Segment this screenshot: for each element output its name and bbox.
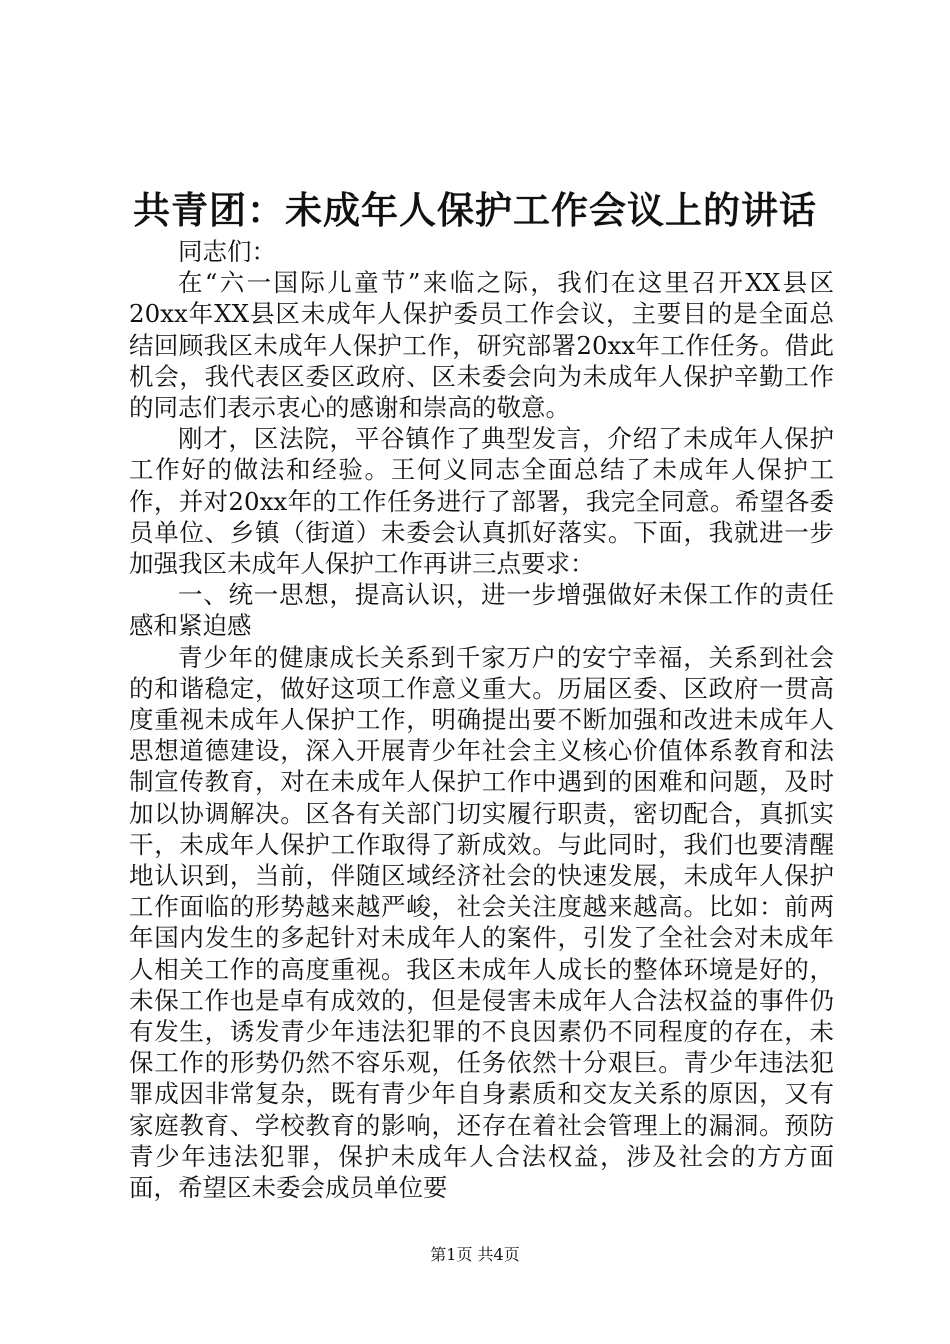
salutation-paragraph: 同志们： [178,237,276,266]
body-paragraph: 青少年的健康成长关系到千家万户的安宁幸福，关系到社会的和谐稳定，做好这项工作意义重大。历届区委、区政府一贯高度重视未成年人保护工作，明确提出要不断加强和改进未成年人思想道德建设，深入开展青少年社会主义核心价值体系教育和法制宣传教育，对在未成年人保护工作中遇到的困难和问题，及时加以协调解决。区各有关部门切实履行职责，密切配合，真抓实干，未成年人保护工作取得了新成效。与此同时，我们也要清醒地认识到，当前，伴随区域经济社会的快速发展，未成年人保护工作面临的形势越来越严峻，社会关注度越来越高。比如：前两年国内发生的多起针对未成年人的案件，引发了全社会对未成年人相关工作的高度重视。我区未成年人成长的整体环境是好的，未保工作也是卓有成效的，但是侵害未成年人合法权益的事件仍有发生，诱发青少年违法犯罪的不良因素仍不同程度的存在，未保工作的形势仍然不容乐观，任务依然十分艰巨。青少年违法犯罪成因非常复杂，既有青少年自身素质和交友关系的原因，又有家庭教育、学校教育的影响，还存在着社会管理上的漏洞。预防青少年违法犯罪，保护未成年人合法权益，涉及社会的方方面面，希望区未委会成员单位要 [129,642,834,1203]
section-heading: 一、统一思想，提高认识，进一步增强做好未保工作的责任感和紧迫感 [129,580,834,641]
body-paragraph: 在“六一国际儿童节”来临之际，我们在这里召开XX县区20xx年XX县区未成年人保护委员工作会议，主要目的是全面总结回顾我区未成年人保护工作，研究部署20xx年工作任务。借此机会，我代表区委区政府、区未委会向为未成年人保护辛勤工作的同志们表示衷心的感谢和崇高的敬意。 [129,268,834,423]
page-number-footer: 第1页 共4页 [430,1245,520,1264]
body-paragraph: 刚才，区法院，平谷镇作了典型发言，介绍了未成年人保护工作好的做法和经验。王何义同志全面总结了未成年人保护工作，并对20xx年的工作任务进行了部署，我完全同意。希望各委员单位、乡镇（街道）未委会认真抓好落实。下面，我就进一步加强我区未成年人保护工作再讲三点要求： [129,424,834,579]
document-title: 共青团：未成年人保护工作会议上的讲话 [133,188,817,232]
document-body [129,236,834,1203]
